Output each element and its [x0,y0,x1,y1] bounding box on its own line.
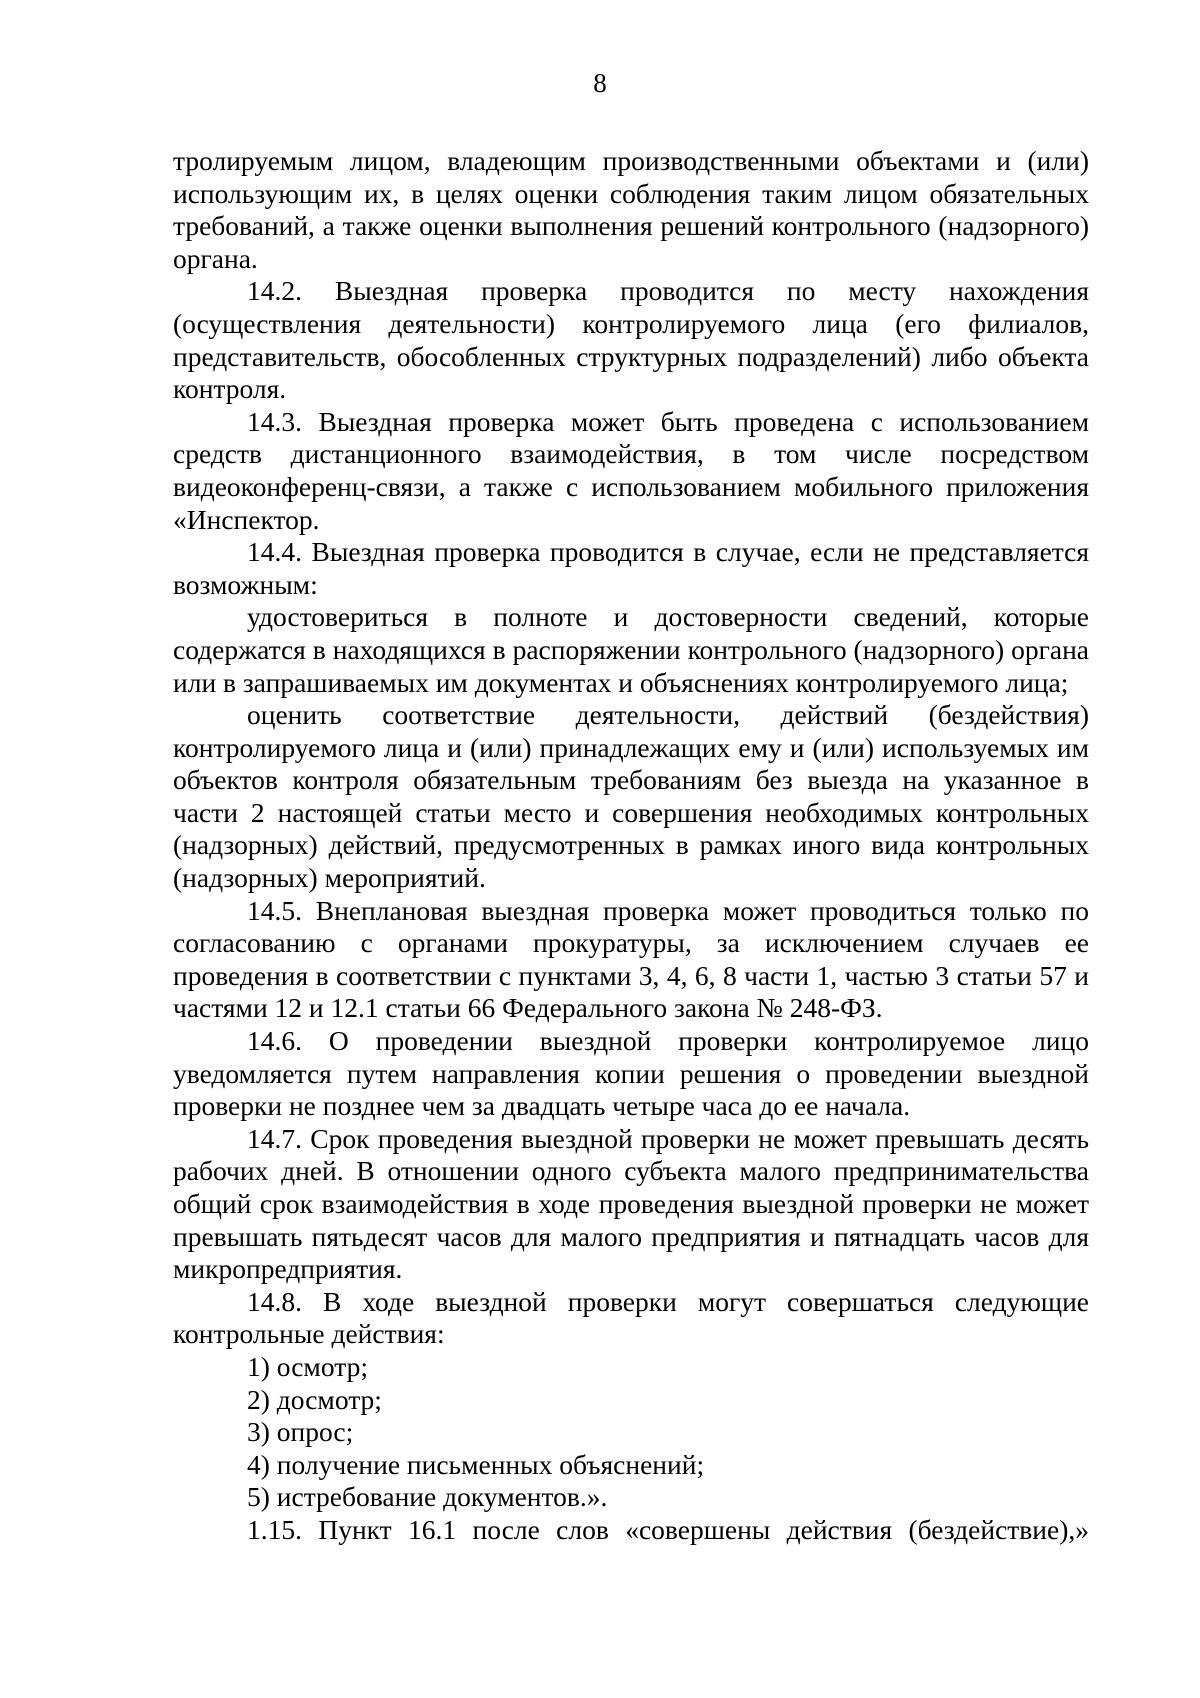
document-body [173,145,1089,1547]
list-item-4: 4) получение письменных объяснений; [247,1448,705,1480]
page-number: 8 [593,68,607,98]
paragraph-14-5: 14.5. Внеплановая выездная проверка может проводиться только по согласованию с органами прокуратуры, за исключением случаев ее проведения в соответствии с пунктами 3, 4, 6, 8 части 1, частью 3 статьи 57 и частями 12 и 12.1 статьи 66 Федерального закона № 248-ФЗ. [173,894,1089,1024]
paragraph-14-6: 14.6. О проведении выездной проверки контролируемое лицо уведомляется путем направления копии решения о проведении выездной проверки не позднее чем за двадцать четыре часа до ее начала. [173,1025,1089,1122]
paragraph-1-15: 1.15. Пункт 16.1 после слов «совершены действия (бездействие),» [247,1513,1089,1545]
paragraph-14-4-item-2: оценить соответствие деятельности, действий (бездействия) контролируемого лица и (или) принадлежащих ему и (или) используемых им объектов контроля обязательным требованиям без выезда на указанное в части 2 настоящей статьи место и совершения необходимых контрольных (надзорных) действий, предусмотренных в рамках иного вида контрольных (надзорных) мероприятий. [173,699,1089,894]
list-item-2: 2) досмотр; [247,1383,382,1415]
list-item-5: 5) истребование документов.». [247,1481,608,1513]
paragraph-14-2: 14.2. Выездная проверка проводится по месту нахождения (осуществления деятельности) контролируемого лица (его филиалов, представительств, обособленных структурных подразделений) либо объекта контроля. [173,275,1089,405]
list-item-1: 1) осмотр; [247,1350,368,1382]
paragraph-14-7: 14.7. Срок проведения выездной проверки не может превышать десять рабочих дней. В отношении одного субъекта малого предпринимательства общий срок взаимодействия в ходе проведения выездной проверки не может превышать пятьдесят часов для малого предприятия и пятнадцать часов для микропредприятия. [173,1122,1089,1285]
paragraph-continuation: тролируемым лицом, владеющим производственными объектами и (или) использующим их, в целях оценки соблюдения таким лицом обязательных требований, а также оценки выполнения решений контрольного (надзорного) органа. [173,145,1089,274]
list-item-3: 3) опрос; [247,1416,354,1448]
paragraph-14-3: 14.3. Выездная проверка может быть проведена с использованием средств дистанционного взаимодействия, в том числе посредством видеоконференц-связи, а также с использованием мобильного приложения «Инспектор. [173,405,1089,535]
paragraph-14-8: 14.8. В ходе выездной проверки могут совершаться следующие контрольные действия: [173,1285,1089,1350]
paragraph-14-4: 14.4. Выездная проверка проводится в случае, если не представляется возможным: [173,536,1089,600]
paragraph-14-4-item-1: удостовериться в полноте и достоверности сведений, которые содержатся в находящихся в распоряжении контрольного (надзорного) органа или в запрашиваемых им документах и объяснениях контролируемого лица; [173,601,1089,698]
